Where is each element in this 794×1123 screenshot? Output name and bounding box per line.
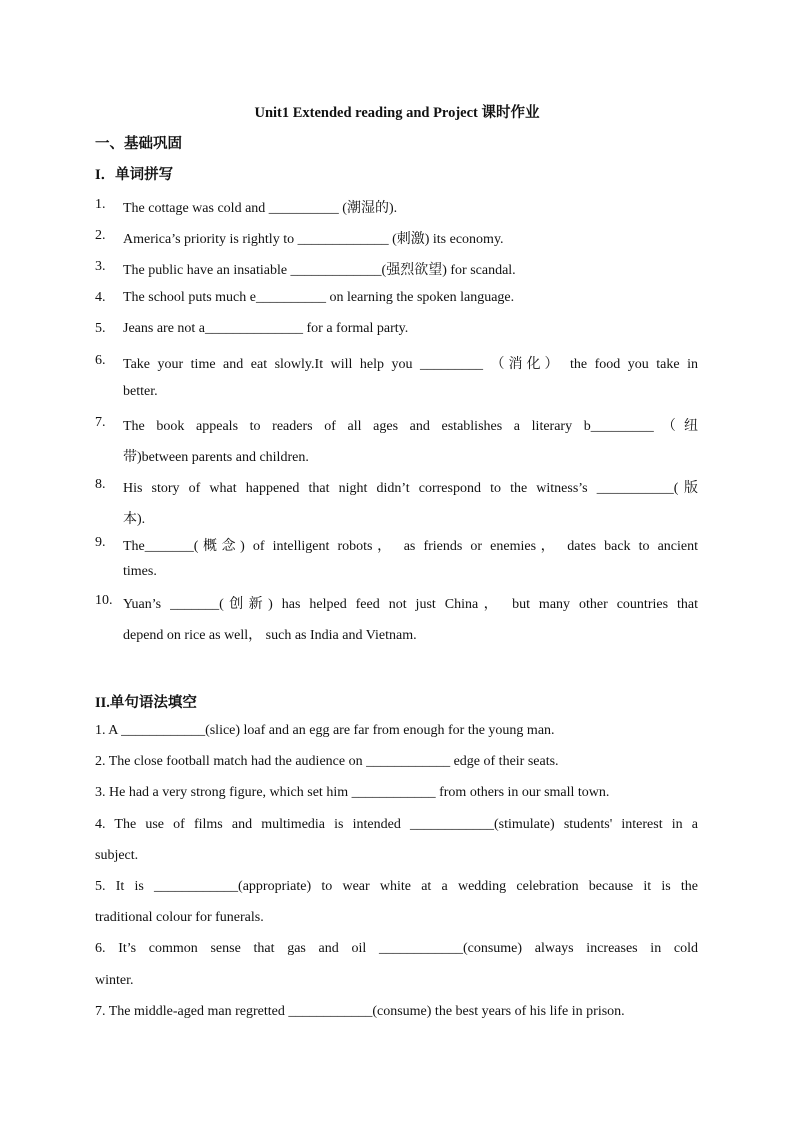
item-number: 9. bbox=[95, 535, 106, 550]
item-text: The public have an insatiable _____________(强烈欲望) for scandal. bbox=[123, 263, 516, 278]
item-text: 5. It is ____________(appropriate) to wear white at a wedding celebration because it is the bbox=[95, 879, 698, 894]
item-text-continued: times. bbox=[123, 564, 157, 579]
item-text: His story of what happened that night didn’t correspond to the witness’s ___________(版 bbox=[123, 481, 698, 496]
item-number: 1. bbox=[95, 197, 106, 212]
item-number: 6. bbox=[95, 353, 106, 368]
item-text-continued: subject. bbox=[95, 848, 139, 863]
item-text: Take your time and eat slowly.It will help you _________ （消化） the food you take in bbox=[123, 357, 698, 372]
item-text: 6. It’s common sense that gas and oil ____________(consume) always increases in cold bbox=[95, 941, 698, 956]
item-text-continued: traditional colour for funerals. bbox=[95, 910, 264, 925]
item-number: 3. bbox=[95, 259, 106, 274]
item-number: 7. bbox=[95, 415, 106, 430]
item-text: The school puts much e__________ on learning the spoken language. bbox=[123, 290, 515, 305]
section-heading: 一、基础巩固 bbox=[95, 136, 182, 152]
item-text: 2. The close football match had the audience on ____________ edge of their seats. bbox=[95, 754, 559, 769]
item-text-continued: winter. bbox=[95, 973, 134, 988]
item-text: Jeans are not a______________ for a formal party. bbox=[123, 321, 409, 336]
item-text: Yuan’s _______(创新) has helped feed not just China， but many other countries that bbox=[123, 597, 698, 612]
item-number: 8. bbox=[95, 477, 106, 492]
item-number: 10. bbox=[95, 593, 113, 608]
page-title: Unit1 Extended reading and Project 课时作业 bbox=[254, 105, 540, 121]
item-text: The book appeals to readers of all ages and establishes a literary b_________（纽 bbox=[123, 419, 698, 434]
item-text: 3. He had a very strong figure, which set him ____________ from others in our small town. bbox=[95, 785, 610, 800]
item-text-continued: depend on rice as well， such as India and Vietnam. bbox=[123, 628, 417, 643]
part2-heading: II.单句语法填空 bbox=[95, 695, 197, 711]
item-text: The cottage was cold and __________ (潮湿的). bbox=[123, 201, 398, 216]
item-text: The_______(概念) of intelligent robots， as friends or enemies， dates back to ancient bbox=[123, 539, 698, 554]
item-number: 5. bbox=[95, 321, 106, 336]
part1-heading: I．单词拼写 bbox=[95, 167, 174, 183]
item-text: 7. The middle-aged man regretted ____________(consume) the best years of his life in prison. bbox=[95, 1004, 625, 1019]
item-text: 1. A ____________(slice) loaf and an egg are far from enough for the young man. bbox=[95, 723, 555, 738]
item-number: 2. bbox=[95, 228, 106, 243]
item-text-continued: 本). bbox=[123, 512, 146, 527]
item-text: 4. The use of films and multimedia is intended ____________(stimulate) students' interest in a bbox=[95, 817, 698, 832]
item-text-continued: 带)between parents and children. bbox=[123, 450, 309, 465]
item-text-continued: better. bbox=[123, 384, 158, 399]
item-number: 4. bbox=[95, 290, 106, 305]
item-text: America’s priority is rightly to _____________ (刺激) its economy. bbox=[123, 232, 504, 247]
